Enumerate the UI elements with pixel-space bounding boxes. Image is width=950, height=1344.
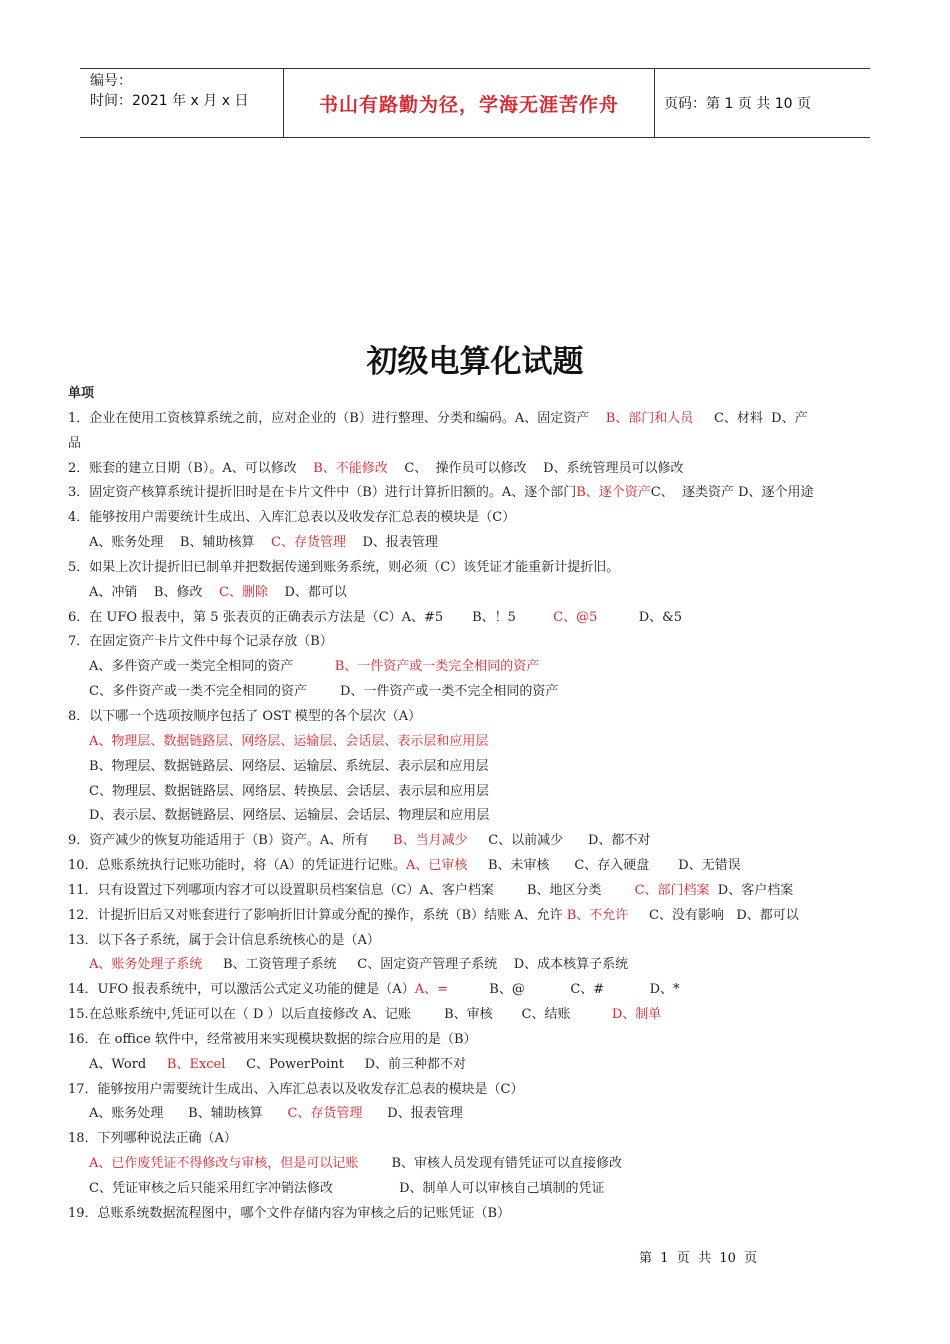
question-text: 5．如果上次计提折旧已制单并把数据传递到账务系统，则必须（C）该凭证才能重新计提折旧。: [68, 559, 620, 575]
question-line: [68, 755, 888, 780]
question-line: [68, 978, 888, 1003]
answer-text: A、=: [414, 982, 448, 998]
answer-text: D、制单: [611, 1007, 662, 1023]
question-line: [68, 432, 888, 457]
question-text: 3．固定资产核算系统计提折旧时是在卡片文件中（B）进行计算折旧额的。A、逐个部门: [68, 485, 577, 501]
question-text: C、没有影响 D、都可以: [628, 907, 799, 923]
question-line: [68, 804, 888, 829]
question-text: 7．在固定资产卡片文件中每个记录存放（B）: [68, 634, 333, 650]
answer-text: A、账务处理子系统: [89, 957, 203, 973]
question-text: 10．总账系统执行记账功能时，将（A）的凭证进行记账。: [68, 858, 406, 874]
question-line: [68, 829, 888, 854]
answer-text: B、部门和人员: [605, 410, 694, 426]
question-line: [68, 1078, 888, 1103]
question-line: [68, 606, 888, 631]
question-line: [68, 655, 888, 680]
question-text: 14．UFO 报表系统中，可以激活公式定义功能的健是（A）: [68, 982, 415, 998]
question-text: B、@ C、# D、*: [447, 982, 680, 998]
question-text: C、以前减少 D、都不对: [467, 833, 651, 849]
question-text: C、 逐类资产 D、逐个用途: [650, 485, 814, 501]
question-text: A、冲销 B、修改: [89, 584, 220, 600]
answer-text: C、存货管理: [271, 535, 346, 551]
question-text: B、物理层、数据链路层、网络层、运输层、系统层、表示层和应用层: [89, 758, 489, 774]
question-line: [68, 904, 888, 929]
question-text: 13．以下各子系统，属于会计信息系统核心的是（A）: [68, 932, 380, 948]
question-text: 品: [68, 435, 82, 451]
answer-text: B、逐个资产: [576, 485, 651, 501]
answer-text: A、物理层、数据链路层、网络层、运输层、会话层、表示层和应用层: [89, 733, 489, 749]
question-line: [68, 1003, 888, 1028]
answer-text: B、一件资产或一类完全相同的资产: [334, 659, 540, 675]
question-text: D、都可以: [267, 584, 347, 600]
question-line: [68, 1102, 888, 1127]
question-text: C、物理层、数据链路层、网络层、转换层、会话层、表示层和应用层: [89, 783, 489, 799]
question-text: C、PowerPoint D、前三种都不对: [225, 1056, 466, 1072]
question-list: [68, 382, 888, 1227]
question-line: [68, 531, 888, 556]
question-line: [68, 705, 888, 730]
question-text: 18．下列哪种说法正确（A）: [68, 1131, 237, 1147]
question-line: [68, 780, 888, 805]
question-text: A、账务处理 B、辅助核算: [89, 535, 272, 551]
question-line: [68, 953, 888, 978]
answer-text: B、Excel: [166, 1056, 226, 1072]
answer-text: B、不能修改: [313, 460, 388, 476]
question-text: B、未审核 C、存入硬盘 D、无错误: [467, 858, 741, 874]
question-line: [68, 680, 888, 705]
answer-text: C、存货管理: [287, 1106, 363, 1122]
answer-text: B、当月减少: [393, 833, 468, 849]
question-line: [68, 407, 888, 432]
document-number-label: 编号：: [90, 73, 132, 89]
page-header: [80, 68, 870, 138]
question-text: 6．在 UFO 报表中，第 5 张表页的正确表示方法是（C）A、#5 B、！5: [68, 609, 554, 625]
question-line: [68, 481, 888, 506]
section-heading: 单项: [68, 386, 95, 401]
question-line: [68, 854, 888, 879]
question-text: A、账务处理 B、辅助核算: [89, 1106, 288, 1122]
question-line: [68, 556, 888, 581]
question-text: A、多件资产或一类完全相同的资产: [89, 659, 335, 675]
question-line: [68, 1053, 888, 1078]
question-text: D、表示层、数据链路层、网络层、运输层、会话层、物理层和应用层: [89, 808, 490, 824]
question-text: 4．能够按用户需要统计生成出、入库汇总表以及收发存汇总表的模块是（C）: [68, 510, 516, 526]
question-text: D、报表管理: [345, 535, 438, 551]
question-text: C、凭证审核之后只能采用红字冲销法修改 D、制单人可以审核自己填制的凭证: [89, 1181, 605, 1196]
question-line: [68, 1202, 888, 1227]
question-text: D、&5: [597, 609, 682, 625]
question-text: D、客户档案: [709, 882, 794, 898]
answer-text: B、不允许: [566, 907, 629, 923]
question-text: C、 操作员可以修改 D、系统管理员可以修改: [387, 460, 684, 476]
question-text: 11．只有设置过下列哪项内容才可以设置职员档案信息（C）A、客户档案 B、地区分类: [68, 882, 635, 898]
question-line: [68, 1152, 888, 1177]
answer-text: C、部门档案: [634, 882, 710, 898]
question-line: [68, 581, 888, 606]
question-line: [68, 1127, 888, 1152]
question-text: 2．账套的建立日期（B）。A、可以修改: [68, 460, 314, 476]
question-text: 8．以下哪一个选项按顺序包括了 OST 模型的各个层次（A）: [68, 708, 422, 724]
question-line: [68, 879, 888, 904]
answer-text: C、@5: [553, 609, 598, 625]
question-text: 12．计提折旧后又对账套进行了影响折旧计算或分配的操作，系统（B）结账 A、允许: [68, 907, 567, 923]
question-line: [68, 929, 888, 954]
header-meta: [80, 69, 283, 137]
question-text: 19．总账系统数据流程图中，哪个文件存储内容为审核之后的记账凭证（B）: [68, 1205, 511, 1221]
page-title: 初级电算化试题: [366, 344, 584, 380]
question-text: C、多件资产或一类不完全相同的资产 D、一件资产或一类不完全相同的资产: [89, 684, 559, 700]
question-line: [68, 457, 888, 482]
question-lines: [68, 407, 888, 1227]
question-line: [68, 630, 888, 655]
question-line: [68, 1177, 888, 1202]
question-line: [68, 1028, 888, 1053]
document-date-label: 时间：2021 年 x 月 x 日: [90, 93, 249, 109]
question-text: 17．能够按用户需要统计生成出、入库汇总表以及收发存汇总表的模块是（C）: [68, 1081, 524, 1097]
answer-text: C、删除: [219, 584, 268, 600]
question-text: 16．在 office 软件中，经常被用来实现模块数据的综合应用的是（B）: [68, 1031, 477, 1047]
question-text: 1．企业在使用工资核算系统之前，应对企业的（B）进行整理、分类和编码。A、固定资产: [68, 410, 606, 426]
header-page-label: 页码：第 1 页 共 10 页: [664, 96, 811, 112]
question-text: B、审核人员发现有错凭证可以直接修改: [358, 1156, 623, 1172]
question-line: [68, 730, 888, 755]
question-text: 9．资产减少的恢复功能适用于（B）资产。A、所有: [68, 833, 394, 849]
question-line: [68, 506, 888, 531]
question-text: 15.在总账系统中,凭证可以在（ D ）以后直接修改 A、记账 B、审核 C、结账: [68, 1007, 612, 1023]
question-text: D、报表管理: [362, 1106, 463, 1122]
header-motto: 书山有路勤为径，学海无涯苦作舟: [283, 69, 655, 137]
question-text: B、工资管理子系统 C、固定资产管理子系统 D、成本核算子系统: [202, 957, 629, 973]
question-text: C、材料 D、产: [693, 410, 808, 426]
answer-text: A、已审核: [405, 858, 468, 874]
page-footer: 第 1 页 共 10 页: [639, 1251, 758, 1266]
answer-text: A、已作废凭证不得修改与审核，但是可以记账: [89, 1156, 359, 1172]
question-text: A、Word: [89, 1056, 167, 1072]
